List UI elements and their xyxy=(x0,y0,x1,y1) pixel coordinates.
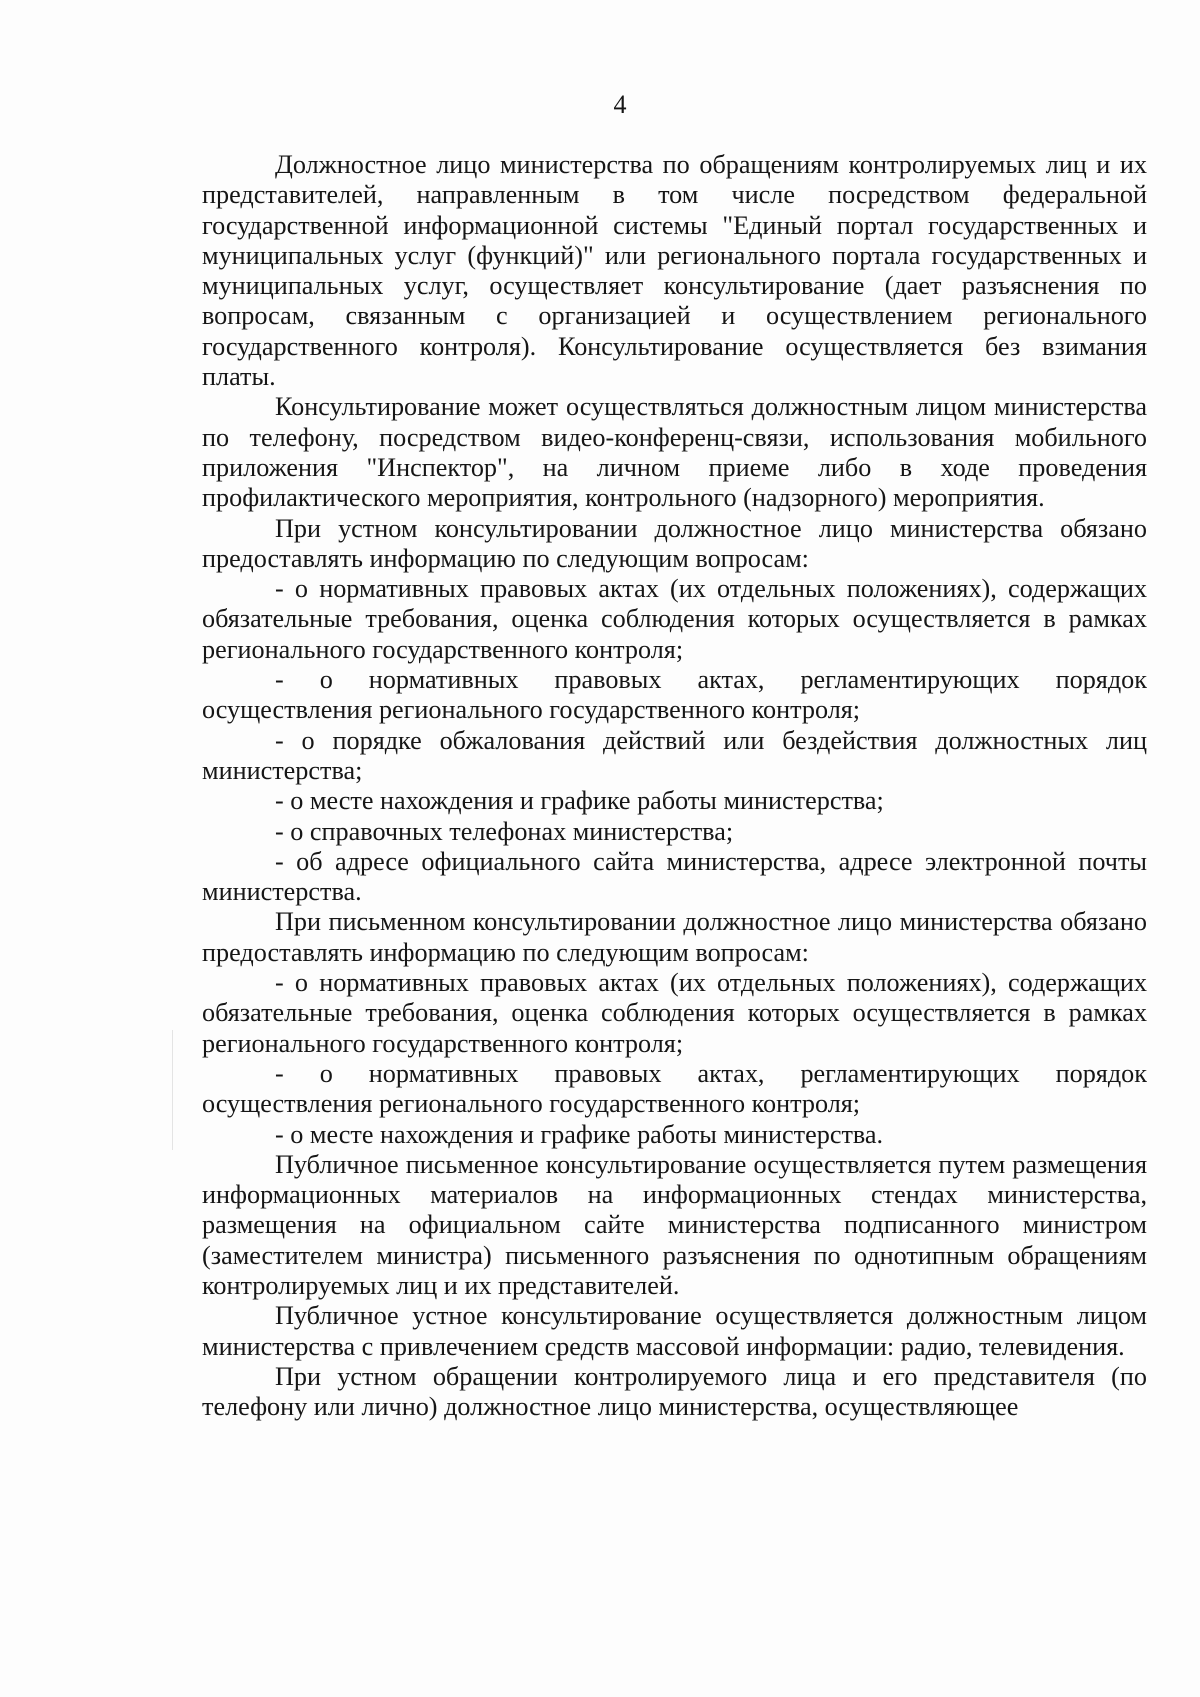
list-item-written-normative-acts: - о нормативных правовых актах (их отдельных положениях), содержащих обязательные требования, оценка соблюдения которых осуществляется в рамках регионального государственного контроля; xyxy=(202,968,1147,1058)
page-number: 4 xyxy=(613,90,627,119)
paragraph-written-consultation: При письменном консультировании должностное лицо министерства обязано предоставлять информацию по следующим вопросам: xyxy=(202,907,1147,967)
list-item-oral-appeal-procedure: - о порядке обжалования действий или бездействия должностных лиц министерства; xyxy=(202,725,1147,785)
list-item-oral-location-schedule: - о месте нахождения и графике работы министерства; xyxy=(275,786,884,816)
paragraph-consultation-intro: Должностное лицо министерства по обращениям контролируемых лиц и их представителей, направленным в том числе посредством федеральной государственной информационной системы "Единый портал государственных и муниципальных услуг (функций)" или регионального портала государственных и муниципальных услуг, осуществляет консультирование (дает разъяснения по вопросам, связанным с организацией и осуществлением регионального государственного контроля). Консультирование осуществляется без взимания платы. xyxy=(202,150,1147,392)
list-item-oral-normative-acts: - о нормативных правовых актах (их отдельных положениях), содержащих обязательные требования, оценка соблюдения которых осуществляется в рамках регионального государственного контроля; xyxy=(202,574,1147,664)
paragraph-oral-consultation: При устном консультировании должностное лицо министерства обязано предоставлять информацию по следующим вопросам: xyxy=(202,513,1147,573)
scan-artifact-line xyxy=(172,1030,173,1150)
paragraph-consultation-methods: Консультирование может осуществляться должностным лицом министерства по телефону, посредством видео-конференц-связи, использования мобильного приложения "Инспектор", на личном приеме либо в ходе проведения профилактического мероприятия, контрольного (надзорного) мероприятия. xyxy=(202,392,1147,513)
paragraph-public-written-consultation: Публичное письменное консультирование осуществляется путем размещения информационных материалов на информационных стендах министерства, размещения на официальном сайте министерства подписанного министром (заместителем министра) письменного разъяснения по однотипным обращениям контролируемых лиц и их представителей. xyxy=(202,1149,1147,1300)
list-item-oral-phones: - о справочных телефонах министерства; xyxy=(275,816,734,846)
paragraph-public-oral-consultation: Публичное устное консультирование осуществляется должностным лицом министерства с привлечением средств массовой информации: радио, телевидения. xyxy=(202,1301,1147,1361)
list-item-oral-regulating-acts: - о нормативных правовых актах, регламентирующих порядок осуществления регионального государственного контроля; xyxy=(202,665,1147,725)
list-item-written-location-schedule: - о месте нахождения и графике работы министерства. xyxy=(275,1119,884,1149)
list-item-oral-website-email: - об адресе официального сайта министерства, адресе электронной почты министерства. xyxy=(202,846,1147,907)
paragraph-oral-appeal: При устном обращении контролируемого лица и его представителя (по телефону или лично) должностное лицо министерства, осуществляющее xyxy=(202,1361,1147,1422)
list-item-written-regulating-acts: - о нормативных правовых актах, регламентирующих порядок осуществления регионального государственного контроля; xyxy=(202,1058,1147,1119)
document-body xyxy=(202,150,1147,1422)
